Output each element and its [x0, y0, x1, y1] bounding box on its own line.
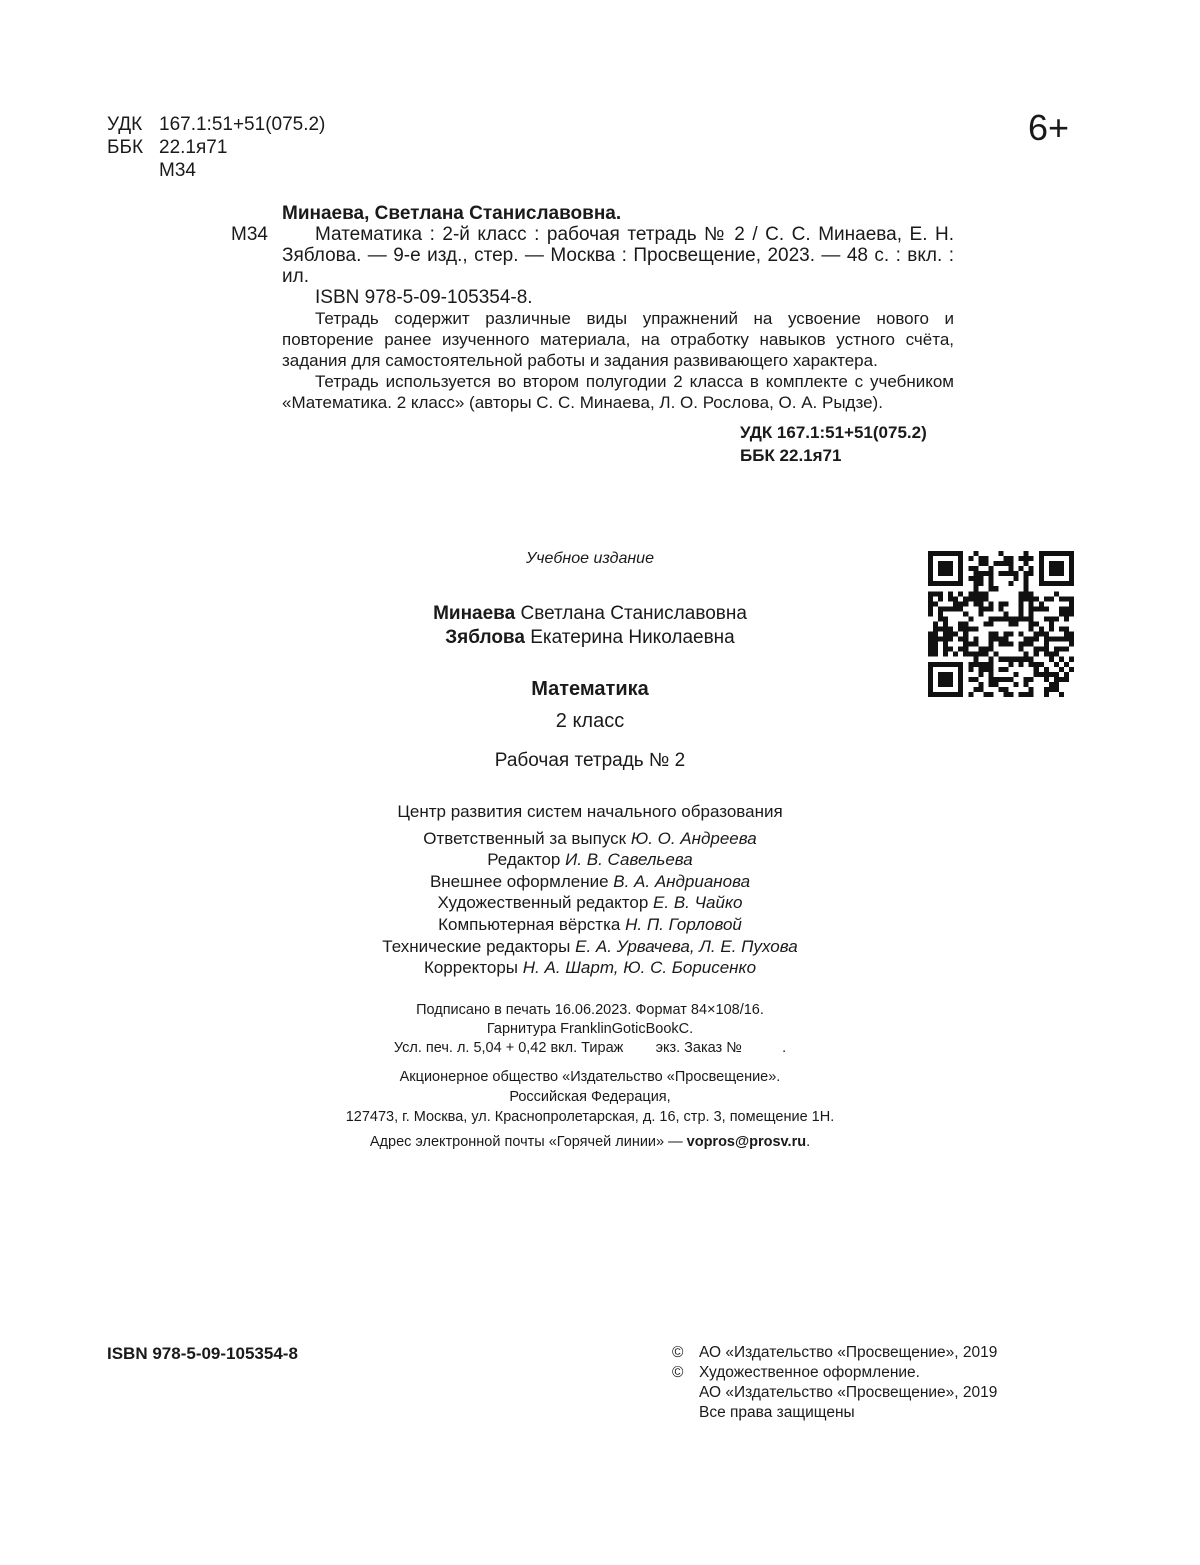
print-line-1: Подписано в печать 16.06.2023. Формат 84×108/16. — [416, 1002, 764, 1018]
bibliographic-record — [282, 203, 954, 413]
biblio-mark: М34 — [231, 224, 268, 245]
biblio-description: Математика : 2-й класс : рабочая тетрадь № 2 / С. С. Минаева, Е. Н. Зяблова. — 9-е изд., стер. — Москва : Просвещение, 2023. — 48 с. : вкл. : ил. — [282, 224, 954, 287]
age-rating: 6+ — [1028, 107, 1070, 148]
credit-role: Редактор — [487, 850, 561, 870]
copyright-symbol: © — [672, 1344, 684, 1361]
editorial-center: Центр развития систем начального образования — [397, 802, 783, 821]
publisher-line-2: Российская Федерация, — [509, 1089, 671, 1105]
biblio-author: Минаева, Светлана Станиславовна. — [282, 203, 622, 224]
biblio-annotation-2: Тетрадь используется во втором полугодии 2 класса в комплекте с учебником «Математика. 2 класс» (авторы С. С. Минаева, Л. О. Рослова, О. А. Рыдзе). — [282, 372, 954, 412]
bbk-label: ББК — [107, 137, 144, 158]
copyright-text: АО «Издательство «Просвещение», 2019 — [699, 1344, 998, 1361]
credit-name: Н. П. Горловой — [625, 914, 742, 934]
biblio-isbn: ISBN 978-5-09-105354-8. — [315, 287, 533, 308]
credit-name: Ю. О. Андреева — [630, 828, 757, 848]
author-given: Екатерина Николаевна — [530, 627, 735, 648]
print-line-3: Усл. печ. л. 5,04 + 0,42 вкл. Тираж экз. Заказ № . — [393, 1040, 787, 1056]
author-surname: Зяблова — [445, 627, 525, 648]
hotline-email — [0, 1134, 1180, 1150]
copyright-block — [672, 1343, 997, 1423]
credit-name: Е. А. Урвачева, Л. Е. Пухова — [575, 936, 798, 956]
publisher-line-3: 127473, г. Москва, ул. Краснопролетарская, д. 16, стр. 3, помещение 1Н. — [345, 1109, 835, 1125]
credit-name: И. В. Савельева — [565, 850, 693, 870]
copyright-text: Художественное оформление. — [699, 1364, 920, 1381]
copyright-line — [672, 1343, 997, 1363]
credit-line — [0, 892, 1180, 914]
print-info — [0, 1001, 1180, 1058]
credit-name: В. А. Андрианова — [613, 871, 751, 891]
email-address: vopros@prosv.ru — [686, 1134, 807, 1150]
edition-kind: Учебное издание — [526, 550, 654, 567]
authors-list — [0, 602, 1180, 650]
credit-name: Е. В. Чайко — [653, 893, 743, 913]
print-line-2: Гарнитура FranklinGoticBookC. — [486, 1021, 694, 1037]
bbk-value: 22.1я71 — [159, 137, 228, 158]
workbook-number: Рабочая тетрадь № 2 — [494, 750, 686, 771]
credit-role: Внешнее оформление — [429, 871, 609, 891]
author-line — [0, 602, 1180, 626]
udk-label: УДК — [107, 114, 143, 135]
credit-role: Компьютерная вёрстка — [438, 914, 621, 934]
credit-line — [0, 957, 1180, 979]
footer-isbn: ISBN 978-5-09-105354-8 — [107, 1344, 298, 1363]
book-title: Математика — [531, 678, 649, 700]
credit-name: Н. А. Шарт, Ю. С. Борисенко — [522, 958, 757, 978]
credit-line — [0, 871, 1180, 893]
credit-line — [0, 936, 1180, 958]
biblio-annotation-1: Тетрадь содержит различные виды упражнений на усвоение нового и повторение ранее изученного материала, на отработку навыков устного счёта, задания для самостоятельной работы и задания развивающего характера. — [282, 309, 954, 370]
publisher-info — [0, 1067, 1180, 1127]
book-grade: 2 класс — [555, 710, 625, 732]
author-given: Светлана Станиславовна — [520, 603, 747, 624]
author-surname: Минаева — [433, 603, 516, 624]
copyright-symbol: © — [672, 1364, 684, 1381]
email-label: Адрес электронной почты «Горячей линии» — — [369, 1134, 687, 1150]
udk-value: 167.1:51+51(075.2) — [159, 114, 326, 135]
author-mark-row — [107, 159, 325, 182]
author-line — [0, 626, 1180, 650]
classification-codes — [107, 113, 325, 182]
credit-line — [0, 914, 1180, 936]
publisher-line-1: Акционерное общество «Издательство «Просвещение». — [399, 1069, 781, 1085]
rights-text: Все права защищены — [699, 1404, 855, 1421]
credits-block — [0, 801, 1180, 979]
author-mark: М34 — [159, 160, 196, 181]
credit-role: Художественный редактор — [437, 893, 649, 913]
copyright-line — [672, 1363, 997, 1383]
biblio-udk: УДК 167.1:51+51(075.2) — [740, 423, 927, 442]
biblio-codes — [740, 421, 927, 467]
bbk-row — [107, 136, 325, 159]
copyright-text: АО «Издательство «Просвещение», 2019 — [699, 1384, 998, 1401]
credit-line — [0, 849, 1180, 871]
credit-role: Технические редакторы — [382, 936, 571, 956]
udk-row — [107, 113, 325, 136]
credit-role: Корректоры — [423, 958, 519, 978]
credit-line — [0, 828, 1180, 850]
email-end: . — [806, 1134, 811, 1150]
credit-role: Ответственный за выпуск — [423, 828, 627, 848]
biblio-bbk: ББК 22.1я71 — [740, 446, 842, 465]
